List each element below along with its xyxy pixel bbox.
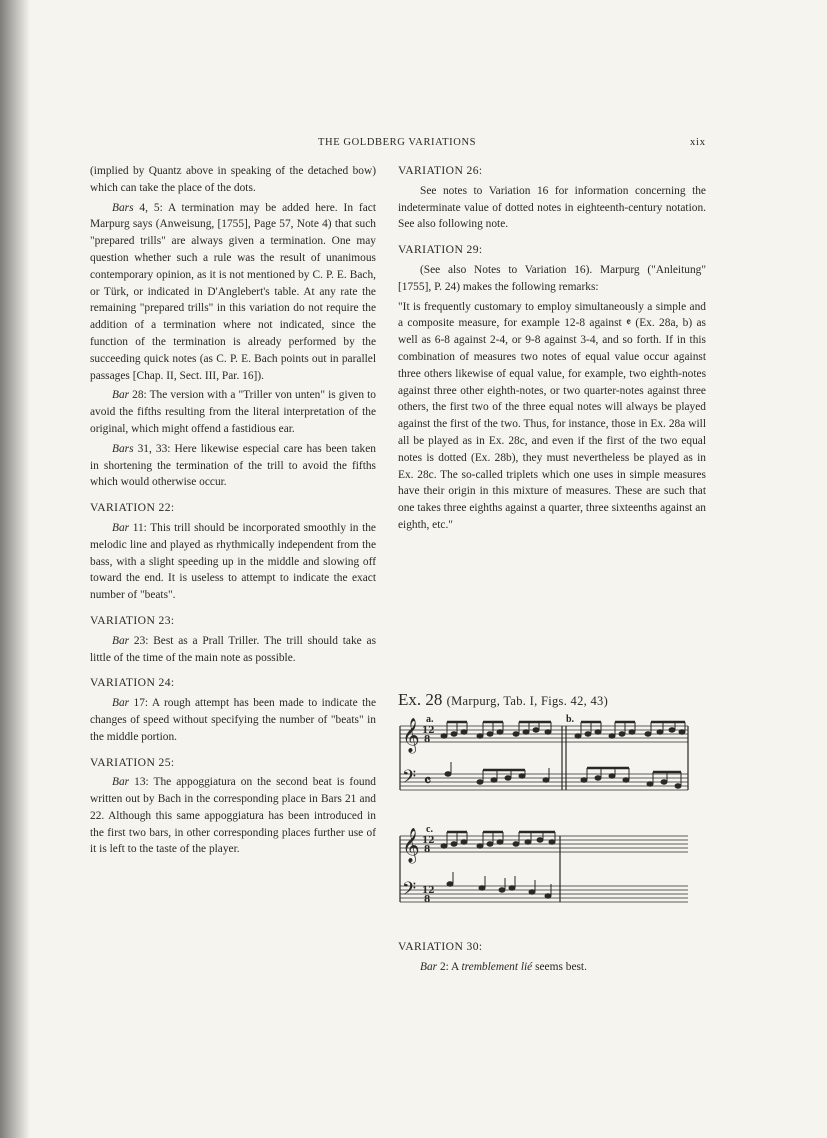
bar-label: Bar [112, 776, 130, 789]
paragraph-text: 28: The version with a "Triller von unten" is given to avoid the fifths resulting from the literal interpretation of the original, which might offend a fastidious ear. [90, 389, 376, 435]
example-label-a: a. [426, 714, 434, 725]
music-notation [398, 690, 708, 930]
paragraph-text: 23: Best as a Prall Triller. The trill should take as little of the time of the main note as possible. [90, 634, 376, 664]
paragraph [90, 633, 376, 667]
section-heading: VARIATION 29: [398, 243, 483, 257]
time-signature: 8 [424, 895, 431, 905]
section-heading: VARIATION 24: [90, 676, 175, 690]
quotation: "It is frequently customary to employ simultaneously a simple and a composite measure, for example 12-8 against 𝄵 (Ex. 28a, b) as well as 6-8 against 2-4, or 9-8 against 3-4, and so forth. If in this combination of measures two notes of equal value occur against three others likewise of equal value, for example, two eighth-notes against three other eighth-notes, or two quarter-notes against three others, the first two of the three equal notes will always be played against the first of the two. Thus, for instance, those in Ex. 28a will all be played as in Ex. 28c, and even if the first of the two equal notes is dotted (Ex. 28b), they must nevertheless be played as in Ex. 28c. The so-called triplets which one uses in simple measures have their origin in this mixture of measures. These are such that one takes three eighths against a quarter, three sixteenths against an eighth, etc." [398, 300, 706, 531]
paragraph [90, 695, 376, 745]
book-binding-shadow [0, 0, 30, 1138]
bar-label: Bar [112, 389, 130, 402]
left-column [90, 163, 376, 861]
paragraph [90, 387, 376, 437]
paragraph-text: 2: A [437, 961, 462, 973]
running-head [0, 137, 827, 153]
time-signature: 8 [424, 735, 431, 745]
paragraph [398, 959, 706, 976]
paragraph-text: 13: The appoggiatura on the second beat is found written out by Bach in the corresponding place in Bars 21 and 22. Although this same appoggiatura has been introduced in the first two bars, in other corresponding places further use of it is left to the taste of the player. [90, 776, 376, 856]
page-number: xix [690, 137, 706, 148]
bar-label: Bar [112, 697, 130, 710]
section-heading: VARIATION 23: [90, 613, 175, 627]
music-example [398, 690, 708, 905]
example-label-b: b. [566, 714, 575, 725]
paragraph: See notes to Variation 16 for information concerning the indeterminate value of dotted notes in eighteenth-century notation. See also following note. [398, 184, 706, 231]
right-column [398, 163, 706, 537]
example-source: (Marpurg, Tab. I, Figs. 42, 43) [446, 694, 609, 708]
paragraph [90, 520, 376, 604]
section-heading: VARIATION 26: [398, 164, 483, 177]
time-signature: 8 [424, 845, 431, 855]
paragraph [90, 774, 376, 858]
time-signature: 12 [422, 726, 435, 736]
treble-clef-icon: 𝄞 [402, 828, 420, 863]
note-groups [441, 722, 685, 898]
section-heading: VARIATION 22: [90, 501, 175, 515]
treble-clef-icon: 𝄞 [402, 718, 420, 753]
staff-lines [400, 726, 688, 902]
paragraph-text: 31, 33: Here likewise especial care has been taken in shortening the termination of the trill to avoid the fifths which would otherwise occur. [90, 442, 376, 489]
bar-label: Bars [112, 442, 134, 455]
paragraph-text: 17: A rough attempt has been made to indicate the changes of speed without specifying the number of "beats" in the middle portion. [90, 697, 376, 743]
paragraph [90, 441, 376, 491]
bar-label: Bars [112, 201, 134, 214]
running-title: THE GOLDBERG VARIATIONS [318, 137, 477, 148]
paragraph [90, 200, 376, 385]
section-heading: VARIATION 25: [90, 755, 175, 769]
paragraph-text: 11: This trill should be incorporated smoothly in the melodic line and played as rhythmically independent from the bass, with a slight speeding up in the middle and slowing off toward the end. It is useless to attempt to indicate the exact number of "beats". [90, 521, 376, 602]
paragraph-text: seems best. [532, 961, 587, 973]
bar-label: Bar [112, 521, 130, 534]
bass-clef-icon: 𝄢 [402, 879, 417, 904]
common-time-icon: 𝄴 [424, 771, 432, 790]
bar-label: Bar [112, 634, 130, 647]
paragraph: (implied by Quantz above in speaking of the detached bow) which can take the place of the dots. [90, 165, 376, 194]
bass-clef-icon: 𝄢 [402, 767, 417, 792]
bar-label: Bar [420, 961, 438, 973]
section-heading: VARIATION 30: [398, 940, 483, 953]
variation-30-section [398, 938, 706, 976]
italic-term: tremblement lié [461, 961, 533, 973]
time-signature: 12 [422, 836, 435, 846]
barlines [400, 726, 688, 902]
paragraph-text: 4, 5: A termination may be added here. In fact Marpurg says (Anweisung, [1755], Page 57, Note 4) that such "prepared trills" are always given a termination. One may question whether such a rule was the result of unanimous contemporary opinion, as it is not mentioned by C. P. E. Bach, or Türk, or indicated in D'Anglebert's table. At any rate the remaining "prepared trills" in this variation do not require the addition of a termination where not indicated, since the function of the termination is already performed by the succeeding quick notes (as C. P. E. Bach points out in parallel passages [Chap. II, Sect. III, Par. 16]). [90, 201, 376, 382]
example-number: Ex. 28 [398, 690, 443, 709]
paragraph: (See also Notes to Variation 16). Marpurg ("Anleitung" [1755], P. 24) makes the following remarks: [398, 263, 706, 293]
time-signature: 12 [422, 886, 435, 896]
example-label-c: c. [426, 824, 433, 835]
